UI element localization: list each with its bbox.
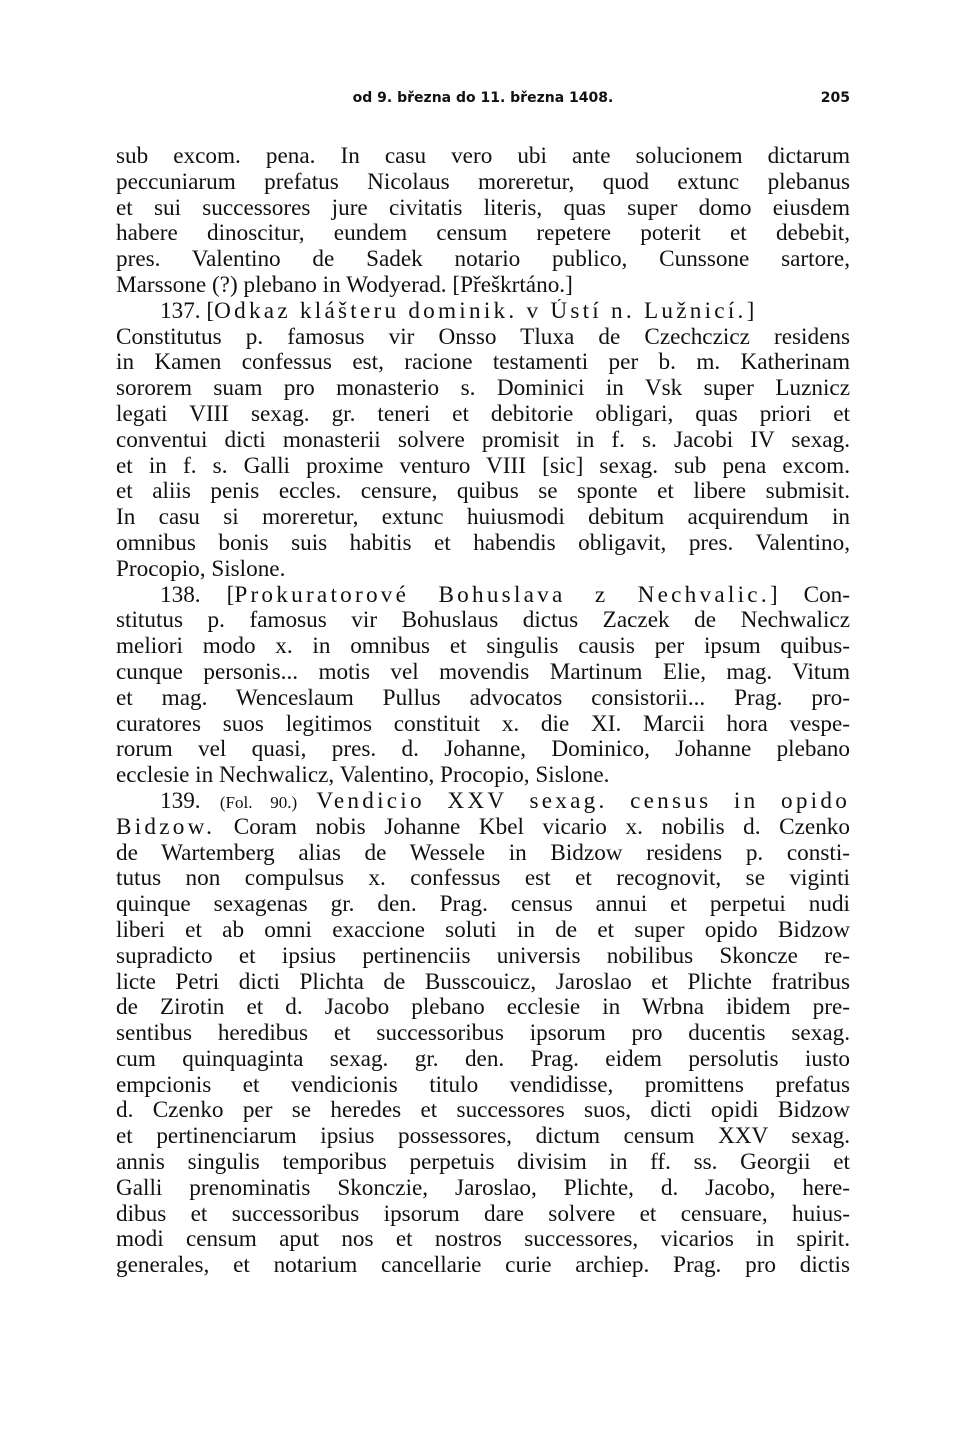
text-line: de Zirotin et d. Jacobo plebano ecclesie in Wrbna ibidem pre- <box>116 995 850 1021</box>
text-line: et mag. Wenceslaum Pullus advocatos consistorii... Prag. pro- <box>116 685 850 711</box>
text-line: stitutus p. famosus vir Bohuslaus dictus Zaczek de Nechwalicz <box>116 608 850 634</box>
entry-title: Prokuratorové Bohuslava z Nechvalic. <box>234 582 770 608</box>
text-line: in Kamen confessus est, racione testamenti per b. m. Katherinam <box>116 350 850 376</box>
text-line: In casu si moreretur, extunc huiusmodi debitum acquirendum in <box>116 505 850 531</box>
text-line: quinque sexagenas gr. den. Prag. census annui et perpetui nudi <box>116 892 850 918</box>
text-line: licte Petri dicti Plichta de Busscouicz, Jaroslao et Plichte fratribus <box>116 969 850 995</box>
entry-number: 139. <box>160 788 220 814</box>
entry-text-start: ] Con- <box>769 582 850 608</box>
text-line: habere dinoscitur, eundem censum repetere poterit et debebit, <box>116 221 850 247</box>
text-line: Procopio, Sislone. <box>116 556 286 582</box>
text-line: modi censum aput nos et nostros successores, vicarios in spirit. <box>116 1227 850 1253</box>
text-line: et aliis penis eccles. censure, quibus se sponte et libere submisit. <box>116 479 850 505</box>
text-line: sentibus heredibus et successoribus ipsorum pro ducentis sexag. <box>116 1021 850 1047</box>
entry-138-heading <box>116 583 850 609</box>
text-line: tutus non compulsus x. confessus est et recognovit, se viginti <box>116 866 850 892</box>
running-title: od 9. března do 11. března 1408. <box>352 90 614 106</box>
text-line: rorum vel quasi, pres. d. Johanne, Dominico, Johanne plebano <box>116 737 850 763</box>
text-line: peccuniarum prefatus Nicolaus moreretur, quod extunc plebanus <box>116 169 850 195</box>
text-line: sororem suam pro monasterio s. Dominici in Vsk super Luznicz <box>116 376 850 402</box>
text-line: liberi et ab omni exaccione soluti in de et super opido Bidzow <box>116 917 850 943</box>
text-line: generales, et notarium cancellarie curie archiep. Prag. pro dictis <box>116 1253 850 1279</box>
text-line: de Wartemberg alias de Wessele in Bidzow residens p. consti- <box>116 840 850 866</box>
entry-title: Vendicio XXV sexag. census in opido <box>316 788 850 814</box>
text-line: Galli prenominatis Skonczie, Jaroslao, Plichte, d. Jacobo, here- <box>116 1175 850 1201</box>
text-line: meliori modo x. in omnibus et singulis causis per ipsum quibus- <box>116 634 850 660</box>
page-number: 205 <box>820 90 850 106</box>
folio-reference: (Fol. 90.) <box>219 792 298 812</box>
entry-139-heading <box>116 789 850 815</box>
entry-title: Odkaz klášteru dominik. v Ústí n. Lužnicí. <box>214 298 747 324</box>
text-line: legati VIII sexag. gr. teneri et debitorie obligari, quas priori et <box>116 401 850 427</box>
text-line: empcionis et vendicionis titulo vendidisse, promittens prefatus <box>116 1072 850 1098</box>
text-line: sub excom. pena. In casu vero ubi ante solucionem dictarum <box>116 144 850 169</box>
text-line: pres. Valentino de Sadek notario publico, Cunssone sartore, <box>116 247 850 273</box>
page-header <box>116 90 850 114</box>
entry-number: 138. [ <box>160 582 235 608</box>
text-line: dibus et successoribus ipsorum dare solvere et censuare, huius- <box>116 1201 850 1227</box>
text-line: annis singulis temporibus perpetuis divisim in ff. ss. Georgii et <box>116 1150 850 1176</box>
text-line: ecclesie in Nechwalicz, Valentino, Procopio, Sislone. <box>116 763 610 789</box>
text-line: et sui successores jure civitatis literis, quas super domo eiusdem <box>116 195 850 221</box>
entry-number: 137. [ <box>160 298 215 324</box>
text-line: Marssone (?) plebano in Wodyerad. [Přeškrtáno.] <box>116 272 573 298</box>
text-line: conventui dicti monasterii solvere promisit in f. s. Jacobi IV sexag. <box>116 427 850 453</box>
document-body <box>116 144 850 1279</box>
text-line: curatores suos legitimos constituit x. die XI. Marcii hora vespe- <box>116 711 850 737</box>
text-line: cum quinquaginta sexag. gr. den. Prag. eidem persolutis iusto <box>116 1046 850 1072</box>
text-line: cunque personis... motis vel movendis Martinum Elie, mag. Vitum <box>116 659 850 685</box>
text-line: et pertinenciarum ipsius possessores, dictum censum XXV sexag. <box>116 1124 850 1150</box>
entry-137-heading <box>116 299 850 325</box>
entry-text-start: Coram nobis Johanne Kbel vicario x. nobilis d. Czenko <box>215 814 850 840</box>
entry-title-continued: Bidzow. <box>116 814 216 840</box>
text-line <box>116 815 850 841</box>
text-line: omnibus bonis suis habitis et habendis obligavit, pres. Valentino, <box>116 530 850 556</box>
text-line: et in f. s. Galli proxime venturo VIII [sic] sexag. sub pena excom. <box>116 453 850 479</box>
text-line: d. Czenko per se heredes et successores suos, dicti opidi Bidzow <box>116 1098 850 1124</box>
bracket-close: ] <box>746 298 755 324</box>
text-line: Constitutus p. famosus vir Onsso Tluxa de Czechczicz residens <box>116 324 850 350</box>
text-line: supradicto et ipsius pertinenciis universis nobilibus Skoncze re- <box>116 943 850 969</box>
